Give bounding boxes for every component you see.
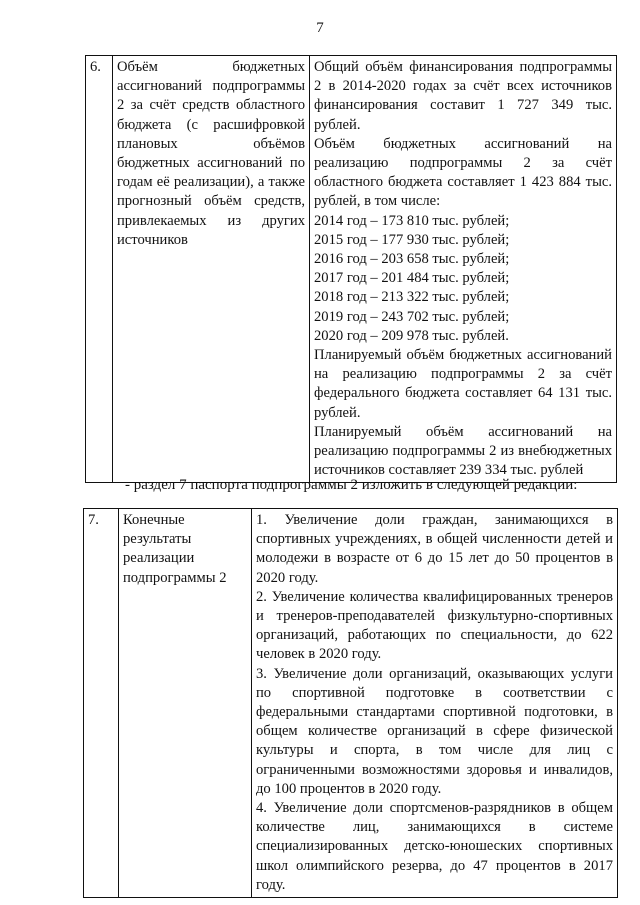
row-label-text: Объём бюджетных ассигнований подпрограммы 2 за счёт средств областного бюджета (с расшифровкой плановых объёмов бюджетных ассигнований по годам её реализации), а также прогнозный объём средств, привлекаемых из других источников (117, 59, 305, 248)
results-table (83, 508, 618, 898)
instruction-text: - раздел 7 паспорта подпрограммы 2 изложить в следующей редакции: (125, 477, 578, 493)
year-line: 2014 год – 173 810 тыс. рублей; (314, 212, 510, 229)
row-number: 6. (86, 56, 113, 483)
table-row (86, 56, 617, 483)
result-item: 2. Увеличение количества квалифицированных тренеров и тренеров-преподавателей физкультурно-спортивных организаций, работающих по специальности, до 622 человек в 2020 году. (256, 588, 613, 663)
year-line: 2017 год – 201 484 тыс. рублей; (314, 270, 510, 287)
result-item: 3. Увеличение доли организаций, оказывающих услуги по спортивной подготовке в соответствии с федеральными стандартами спортивной подготовки, в общем количестве организаций в сфере физической культуры и спорта, в том числе для лиц с ограниченными возможностями здоровья и инвалидов, до 100 процентов в 2020 году. (256, 665, 613, 797)
result-item: 1. Увеличение доли граждан, занимающихся в спортивных учреждениях, в общей численности детей и молодежи в возрасте от 6 до 15 лет до 50 процентов в 2020 году. (256, 512, 613, 586)
year-line: 2016 год – 203 658 тыс. рублей; (314, 251, 510, 268)
row-label (119, 509, 252, 898)
row-label (113, 56, 310, 483)
year-line: 2018 год – 213 322 тыс. рублей; (314, 289, 510, 306)
row-content (252, 509, 618, 898)
page-number: 7 (316, 20, 324, 36)
federal-budget-paragraph: Планируемый объём бюджетных ассигнований на реализацию подпрограммы 2 за счёт федерального бюджета составляет 64 131 тыс. рублей. (314, 347, 612, 421)
row-number: 7. (84, 509, 119, 898)
year-line: 2019 год – 243 702 тыс. рублей; (314, 308, 510, 325)
funding-table (85, 55, 617, 483)
table-row (84, 509, 618, 898)
row-label-text: Конечные результаты реализации подпрограммы 2 (123, 512, 227, 586)
year-line: 2015 год – 177 930 тыс. рублей; (314, 231, 510, 248)
result-item: 4. Увеличение доли спортсменов-разрядников в общем количестве лиц, занимающихся в системе специализированных детско-юношеских спортивных школ олимпийского резерва, до 47 процентов в 2017 году. (256, 800, 613, 893)
row-content (310, 56, 617, 483)
funding-total-paragraph: Общий объём финансирования подпрограммы 2 в 2014-2020 годах за счёт всех источников финансирования составит 1 727 349 тыс. рублей. (314, 59, 612, 133)
regional-budget-paragraph: Объём бюджетных ассигнований на реализацию подпрограммы 2 за счёт областного бюджета составляет 1 423 884 тыс. рублей, в том числе: (314, 135, 612, 210)
extrabudgetary-paragraph: Планируемый объём ассигнований на реализацию подпрограммы 2 из внебюджетных источников составляет 239 334 тыс. рублей (314, 423, 612, 479)
year-line: 2020 год – 209 978 тыс. рублей. (314, 327, 509, 344)
